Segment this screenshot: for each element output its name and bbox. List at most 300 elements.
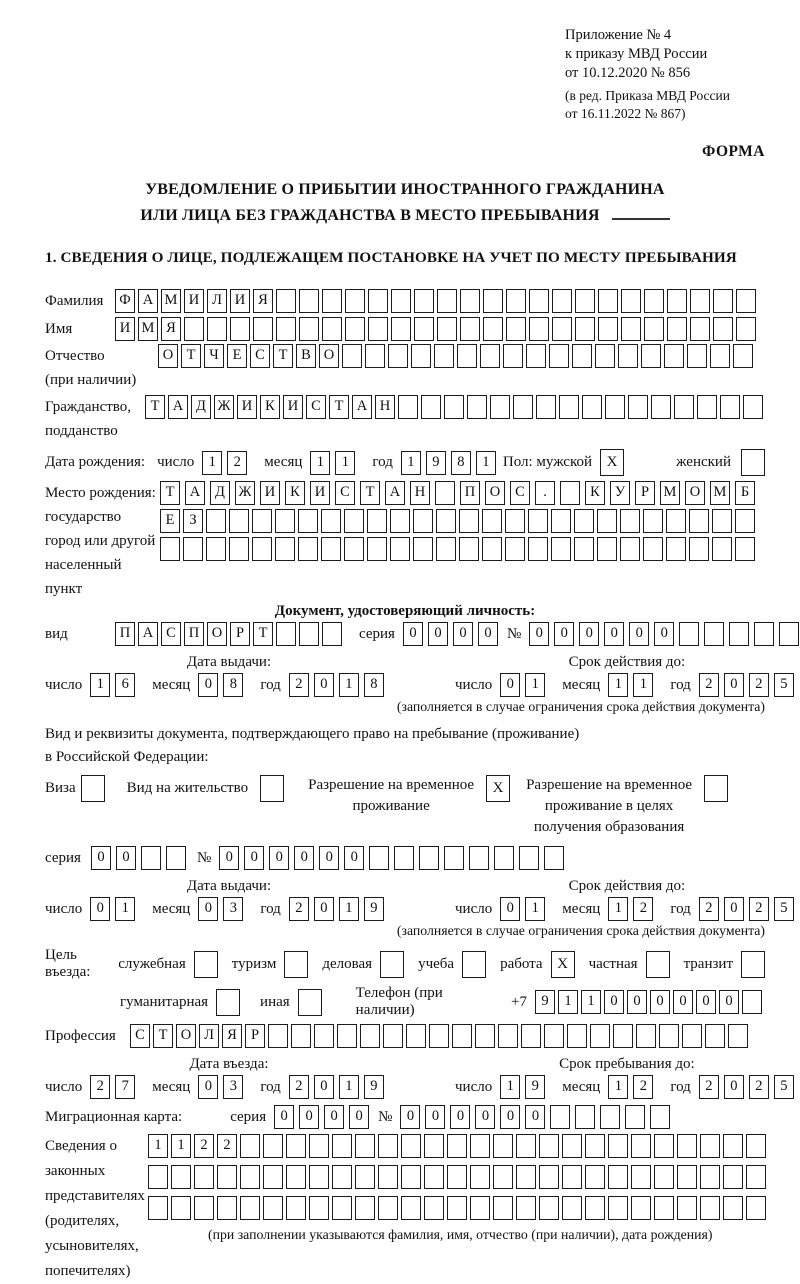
char-box[interactable]: Т xyxy=(273,344,293,368)
char-box[interactable]: 8 xyxy=(223,673,243,697)
char-box[interactable] xyxy=(552,289,572,313)
char-box[interactable] xyxy=(705,1024,725,1048)
char-box[interactable]: 0 xyxy=(719,990,739,1014)
char-box[interactable] xyxy=(574,537,594,561)
char-box[interactable]: 0 xyxy=(554,622,574,646)
char-box[interactable] xyxy=(263,1134,283,1158)
char-box[interactable] xyxy=(413,537,433,561)
char-box[interactable] xyxy=(482,509,502,533)
char-box[interactable] xyxy=(452,1024,472,1048)
char-box[interactable]: О xyxy=(485,481,505,505)
char-box[interactable] xyxy=(207,317,227,341)
char-box[interactable]: 0 xyxy=(219,846,239,870)
char-box[interactable] xyxy=(528,537,548,561)
char-box[interactable]: И xyxy=(237,395,257,419)
char-box[interactable]: И xyxy=(115,317,135,341)
char-box[interactable] xyxy=(240,1196,260,1220)
char-box[interactable]: О xyxy=(319,344,339,368)
char-box[interactable] xyxy=(529,317,549,341)
char-box[interactable]: У xyxy=(610,481,630,505)
char-box[interactable] xyxy=(475,1024,495,1048)
char-box[interactable] xyxy=(519,846,539,870)
char-box[interactable] xyxy=(378,1196,398,1220)
char-box[interactable] xyxy=(621,317,641,341)
char-box[interactable]: Р xyxy=(635,481,655,505)
char-box[interactable] xyxy=(664,344,684,368)
char-box[interactable]: 1 xyxy=(202,451,222,475)
char-box[interactable]: 1 xyxy=(525,673,545,697)
char-box[interactable]: Д xyxy=(191,395,211,419)
char-box[interactable] xyxy=(644,317,664,341)
purpose-tourism-checkbox[interactable] xyxy=(284,951,308,978)
char-box[interactable]: Т xyxy=(360,481,380,505)
char-box[interactable]: Я xyxy=(253,289,273,313)
char-box[interactable]: 0 xyxy=(269,846,289,870)
char-box[interactable] xyxy=(406,1024,426,1048)
char-box[interactable]: 0 xyxy=(525,1105,545,1129)
char-box[interactable]: 5 xyxy=(774,673,794,697)
char-box[interactable]: П xyxy=(460,481,480,505)
char-box[interactable]: Л xyxy=(199,1024,219,1048)
char-box[interactable] xyxy=(276,317,296,341)
char-box[interactable] xyxy=(575,1105,595,1129)
char-box[interactable] xyxy=(421,395,441,419)
char-box[interactable] xyxy=(700,1134,720,1158)
char-box[interactable]: 0 xyxy=(324,1105,344,1129)
char-box[interactable] xyxy=(378,1165,398,1189)
char-box[interactable]: 1 xyxy=(339,897,359,921)
char-box[interactable] xyxy=(332,1196,352,1220)
char-box[interactable]: Н xyxy=(375,395,395,419)
char-box[interactable]: А xyxy=(138,622,158,646)
char-box[interactable]: 0 xyxy=(579,622,599,646)
char-box[interactable] xyxy=(447,1134,467,1158)
char-box[interactable]: 0 xyxy=(673,990,693,1014)
char-box[interactable] xyxy=(470,1134,490,1158)
char-box[interactable] xyxy=(398,395,418,419)
education-residence-checkbox[interactable] xyxy=(704,775,728,802)
char-box[interactable] xyxy=(321,509,341,533)
char-box[interactable] xyxy=(419,846,439,870)
char-box[interactable]: 1 xyxy=(171,1134,191,1158)
char-box[interactable] xyxy=(480,344,500,368)
char-box[interactable]: О xyxy=(176,1024,196,1048)
char-box[interactable]: 1 xyxy=(339,673,359,697)
char-box[interactable] xyxy=(217,1196,237,1220)
char-box[interactable] xyxy=(391,289,411,313)
char-box[interactable] xyxy=(332,1134,352,1158)
char-box[interactable] xyxy=(355,1165,375,1189)
char-box[interactable]: 2 xyxy=(633,1075,653,1099)
char-box[interactable]: М xyxy=(660,481,680,505)
char-box[interactable] xyxy=(344,509,364,533)
char-box[interactable] xyxy=(690,289,710,313)
char-box[interactable] xyxy=(736,289,756,313)
char-box[interactable] xyxy=(240,1165,260,1189)
char-box[interactable] xyxy=(355,1196,375,1220)
char-box[interactable] xyxy=(171,1196,191,1220)
char-box[interactable]: 2 xyxy=(289,1075,309,1099)
char-box[interactable] xyxy=(401,1134,421,1158)
char-box[interactable] xyxy=(467,395,487,419)
char-box[interactable]: 0 xyxy=(299,1105,319,1129)
char-box[interactable] xyxy=(390,509,410,533)
char-box[interactable] xyxy=(559,395,579,419)
char-box[interactable] xyxy=(735,537,755,561)
char-box[interactable] xyxy=(206,537,226,561)
char-box[interactable] xyxy=(582,395,602,419)
char-box[interactable]: 1 xyxy=(339,1075,359,1099)
char-box[interactable] xyxy=(148,1165,168,1189)
char-box[interactable] xyxy=(360,1024,380,1048)
char-box[interactable] xyxy=(631,1196,651,1220)
char-box[interactable]: 9 xyxy=(535,990,555,1014)
char-box[interactable]: 1 xyxy=(148,1134,168,1158)
char-box[interactable]: 0 xyxy=(344,846,364,870)
char-box[interactable] xyxy=(184,317,204,341)
char-box[interactable]: 2 xyxy=(699,897,719,921)
char-box[interactable] xyxy=(528,509,548,533)
char-box[interactable] xyxy=(275,509,295,533)
char-box[interactable]: 3 xyxy=(223,1075,243,1099)
char-box[interactable] xyxy=(505,537,525,561)
char-box[interactable] xyxy=(650,1105,670,1129)
char-box[interactable] xyxy=(620,509,640,533)
char-box[interactable] xyxy=(444,395,464,419)
char-box[interactable] xyxy=(276,622,296,646)
char-box[interactable]: И xyxy=(230,289,250,313)
char-box[interactable] xyxy=(631,1165,651,1189)
char-box[interactable] xyxy=(667,317,687,341)
char-box[interactable] xyxy=(597,509,617,533)
char-box[interactable]: О xyxy=(207,622,227,646)
char-box[interactable] xyxy=(268,1024,288,1048)
char-box[interactable] xyxy=(736,317,756,341)
char-box[interactable]: 8 xyxy=(451,451,471,475)
char-box[interactable] xyxy=(263,1196,283,1220)
char-box[interactable] xyxy=(411,344,431,368)
char-box[interactable]: З xyxy=(183,509,203,533)
char-box[interactable]: А xyxy=(185,481,205,505)
char-box[interactable]: 2 xyxy=(289,897,309,921)
char-box[interactable] xyxy=(286,1196,306,1220)
char-box[interactable] xyxy=(401,1196,421,1220)
char-box[interactable]: 2 xyxy=(749,897,769,921)
char-box[interactable] xyxy=(585,1165,605,1189)
char-box[interactable] xyxy=(643,509,663,533)
char-box[interactable] xyxy=(544,846,564,870)
char-box[interactable]: 0 xyxy=(724,1075,744,1099)
char-box[interactable]: 0 xyxy=(274,1105,294,1129)
purpose-work-checkbox[interactable]: X xyxy=(551,951,575,978)
char-box[interactable] xyxy=(679,622,699,646)
char-box[interactable] xyxy=(444,846,464,870)
char-box[interactable] xyxy=(529,289,549,313)
char-box[interactable] xyxy=(667,289,687,313)
char-box[interactable] xyxy=(585,1134,605,1158)
char-box[interactable]: 1 xyxy=(401,451,421,475)
char-box[interactable]: 0 xyxy=(319,846,339,870)
char-box[interactable]: 0 xyxy=(500,897,520,921)
char-box[interactable]: 0 xyxy=(198,1075,218,1099)
char-box[interactable] xyxy=(654,1196,674,1220)
char-box[interactable] xyxy=(368,289,388,313)
char-box[interactable] xyxy=(505,509,525,533)
purpose-other-checkbox[interactable] xyxy=(298,989,322,1016)
char-box[interactable]: Б xyxy=(735,481,755,505)
char-box[interactable]: . xyxy=(535,481,555,505)
char-box[interactable]: 0 xyxy=(450,1105,470,1129)
char-box[interactable] xyxy=(299,622,319,646)
char-box[interactable] xyxy=(597,537,617,561)
char-box[interactable] xyxy=(437,317,457,341)
char-box[interactable] xyxy=(743,395,763,419)
char-box[interactable] xyxy=(710,344,730,368)
char-box[interactable] xyxy=(263,1165,283,1189)
char-box[interactable] xyxy=(413,509,433,533)
char-box[interactable] xyxy=(206,509,226,533)
char-box[interactable] xyxy=(344,537,364,561)
char-box[interactable] xyxy=(526,344,546,368)
char-box[interactable]: Д xyxy=(210,481,230,505)
char-box[interactable]: 0 xyxy=(198,897,218,921)
char-box[interactable]: 6 xyxy=(115,673,135,697)
char-box[interactable] xyxy=(275,537,295,561)
char-box[interactable] xyxy=(498,1024,518,1048)
char-box[interactable]: Е xyxy=(227,344,247,368)
char-box[interactable]: 1 xyxy=(115,897,135,921)
char-box[interactable] xyxy=(575,317,595,341)
visa-checkbox[interactable] xyxy=(81,775,105,802)
char-box[interactable] xyxy=(391,317,411,341)
char-box[interactable] xyxy=(704,622,724,646)
char-box[interactable]: 0 xyxy=(627,990,647,1014)
char-box[interactable]: 9 xyxy=(525,1075,545,1099)
char-box[interactable]: И xyxy=(310,481,330,505)
char-box[interactable] xyxy=(148,1196,168,1220)
char-box[interactable] xyxy=(687,344,707,368)
purpose-business-checkbox[interactable] xyxy=(380,951,404,978)
char-box[interactable]: 0 xyxy=(90,897,110,921)
char-box[interactable] xyxy=(513,395,533,419)
char-box[interactable] xyxy=(742,990,762,1014)
char-box[interactable] xyxy=(598,289,618,313)
char-box[interactable] xyxy=(746,1134,766,1158)
char-box[interactable] xyxy=(506,289,526,313)
char-box[interactable] xyxy=(625,1105,645,1129)
char-box[interactable] xyxy=(636,1024,656,1048)
char-box[interactable] xyxy=(521,1024,541,1048)
char-box[interactable]: 1 xyxy=(581,990,601,1014)
char-box[interactable] xyxy=(493,1196,513,1220)
char-box[interactable] xyxy=(562,1196,582,1220)
char-box[interactable]: 0 xyxy=(244,846,264,870)
char-box[interactable] xyxy=(436,509,456,533)
char-box[interactable] xyxy=(608,1134,628,1158)
char-box[interactable] xyxy=(194,1196,214,1220)
char-box[interactable] xyxy=(322,317,342,341)
char-box[interactable]: Ж xyxy=(235,481,255,505)
char-box[interactable] xyxy=(314,1024,334,1048)
char-box[interactable]: 0 xyxy=(696,990,716,1014)
char-box[interactable]: 0 xyxy=(294,846,314,870)
char-box[interactable] xyxy=(550,1105,570,1129)
char-box[interactable]: 1 xyxy=(558,990,578,1014)
purpose-transit-checkbox[interactable] xyxy=(741,951,765,978)
char-box[interactable] xyxy=(483,289,503,313)
char-box[interactable] xyxy=(299,289,319,313)
char-box[interactable]: 0 xyxy=(400,1105,420,1129)
char-box[interactable]: А xyxy=(352,395,372,419)
char-box[interactable] xyxy=(309,1134,329,1158)
char-box[interactable] xyxy=(459,509,479,533)
char-box[interactable]: М xyxy=(138,317,158,341)
char-box[interactable] xyxy=(595,344,615,368)
char-box[interactable]: 0 xyxy=(478,622,498,646)
char-box[interactable] xyxy=(322,289,342,313)
char-box[interactable] xyxy=(183,537,203,561)
char-box[interactable] xyxy=(367,537,387,561)
sex-female-checkbox[interactable] xyxy=(741,449,765,476)
char-box[interactable]: 2 xyxy=(90,1075,110,1099)
char-box[interactable] xyxy=(562,1165,582,1189)
char-box[interactable] xyxy=(434,344,454,368)
char-box[interactable]: О xyxy=(685,481,705,505)
char-box[interactable] xyxy=(286,1134,306,1158)
char-box[interactable] xyxy=(252,509,272,533)
temporary-residence-checkbox[interactable]: X xyxy=(486,775,510,802)
char-box[interactable]: 0 xyxy=(604,622,624,646)
char-box[interactable] xyxy=(229,509,249,533)
char-box[interactable]: 2 xyxy=(699,1075,719,1099)
char-box[interactable]: 0 xyxy=(529,622,549,646)
char-box[interactable] xyxy=(572,344,592,368)
char-box[interactable]: Т xyxy=(181,344,201,368)
char-box[interactable]: Я xyxy=(161,317,181,341)
char-box[interactable] xyxy=(516,1196,536,1220)
char-box[interactable]: И xyxy=(283,395,303,419)
char-box[interactable] xyxy=(729,622,749,646)
char-box[interactable]: 0 xyxy=(604,990,624,1014)
char-box[interactable] xyxy=(460,289,480,313)
char-box[interactable] xyxy=(437,289,457,313)
char-box[interactable]: Я xyxy=(222,1024,242,1048)
char-box[interactable] xyxy=(690,317,710,341)
char-box[interactable]: Р xyxy=(230,622,250,646)
char-box[interactable]: Ф xyxy=(115,289,135,313)
char-box[interactable] xyxy=(493,1165,513,1189)
char-box[interactable] xyxy=(677,1165,697,1189)
char-box[interactable]: И xyxy=(184,289,204,313)
char-box[interactable]: Т xyxy=(329,395,349,419)
char-box[interactable]: Т xyxy=(153,1024,173,1048)
char-box[interactable]: Ч xyxy=(204,344,224,368)
char-box[interactable] xyxy=(628,395,648,419)
char-box[interactable]: К xyxy=(285,481,305,505)
residence-permit-checkbox[interactable] xyxy=(260,775,284,802)
char-box[interactable] xyxy=(286,1165,306,1189)
char-box[interactable] xyxy=(562,1134,582,1158)
char-box[interactable] xyxy=(654,1134,674,1158)
char-box[interactable]: 0 xyxy=(500,673,520,697)
char-box[interactable] xyxy=(613,1024,633,1048)
char-box[interactable] xyxy=(388,344,408,368)
char-box[interactable] xyxy=(383,1024,403,1048)
char-box[interactable] xyxy=(401,1165,421,1189)
char-box[interactable] xyxy=(365,344,385,368)
char-box[interactable] xyxy=(552,317,572,341)
char-box[interactable]: Н xyxy=(410,481,430,505)
char-box[interactable] xyxy=(712,509,732,533)
char-box[interactable] xyxy=(575,289,595,313)
char-box[interactable]: 0 xyxy=(724,673,744,697)
char-box[interactable] xyxy=(674,395,694,419)
char-box[interactable]: 1 xyxy=(608,1075,628,1099)
char-box[interactable]: 0 xyxy=(116,846,136,870)
char-box[interactable]: К xyxy=(585,481,605,505)
char-box[interactable] xyxy=(240,1134,260,1158)
char-box[interactable] xyxy=(600,1105,620,1129)
char-box[interactable] xyxy=(723,1134,743,1158)
char-box[interactable]: Т xyxy=(160,481,180,505)
char-box[interactable]: Е xyxy=(160,509,180,533)
char-box[interactable] xyxy=(460,317,480,341)
char-box[interactable] xyxy=(551,509,571,533)
char-box[interactable] xyxy=(435,481,455,505)
char-box[interactable] xyxy=(394,846,414,870)
char-box[interactable] xyxy=(651,395,671,419)
char-box[interactable] xyxy=(620,537,640,561)
char-box[interactable] xyxy=(378,1134,398,1158)
char-box[interactable]: Т xyxy=(145,395,165,419)
char-box[interactable] xyxy=(697,395,717,419)
char-box[interactable] xyxy=(608,1196,628,1220)
char-box[interactable] xyxy=(689,537,709,561)
char-box[interactable]: 3 xyxy=(223,897,243,921)
char-box[interactable]: С xyxy=(130,1024,150,1048)
char-box[interactable]: 2 xyxy=(217,1134,237,1158)
char-box[interactable] xyxy=(712,537,732,561)
char-box[interactable] xyxy=(424,1134,444,1158)
char-box[interactable] xyxy=(644,289,664,313)
char-box[interactable]: 5 xyxy=(774,897,794,921)
char-box[interactable] xyxy=(746,1165,766,1189)
char-box[interactable] xyxy=(414,317,434,341)
char-box[interactable]: 0 xyxy=(650,990,670,1014)
char-box[interactable]: П xyxy=(184,622,204,646)
char-box[interactable] xyxy=(567,1024,587,1048)
char-box[interactable] xyxy=(494,846,514,870)
char-box[interactable] xyxy=(493,1134,513,1158)
char-box[interactable] xyxy=(298,537,318,561)
char-box[interactable] xyxy=(321,537,341,561)
char-box[interactable] xyxy=(470,1165,490,1189)
char-box[interactable] xyxy=(723,1165,743,1189)
char-box[interactable]: Т xyxy=(253,622,273,646)
char-box[interactable] xyxy=(447,1196,467,1220)
char-box[interactable]: 1 xyxy=(500,1075,520,1099)
char-box[interactable]: П xyxy=(115,622,135,646)
char-box[interactable] xyxy=(345,317,365,341)
char-box[interactable] xyxy=(483,317,503,341)
char-box[interactable] xyxy=(549,344,569,368)
char-box[interactable] xyxy=(560,481,580,505)
char-box[interactable] xyxy=(643,537,663,561)
char-box[interactable] xyxy=(666,509,686,533)
char-box[interactable]: 9 xyxy=(364,897,384,921)
char-box[interactable]: С xyxy=(510,481,530,505)
char-box[interactable] xyxy=(536,395,556,419)
